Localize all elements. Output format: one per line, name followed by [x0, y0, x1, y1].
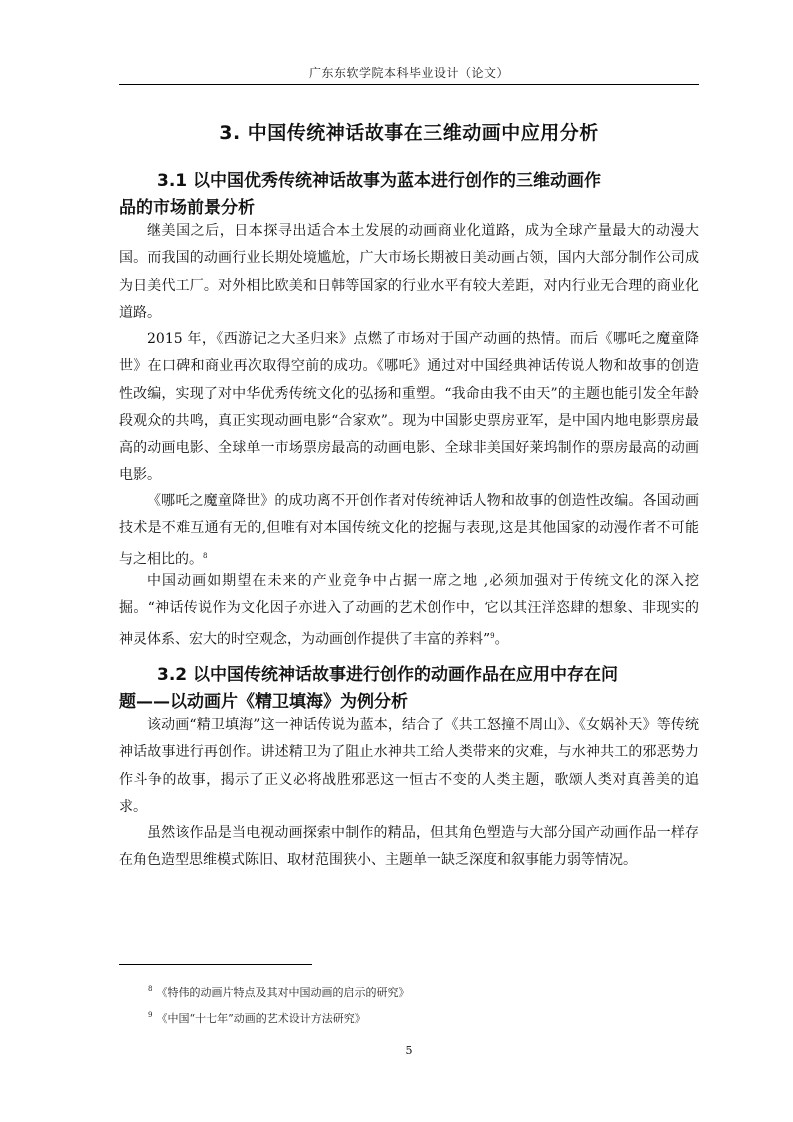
- footnote-mark: 9: [148, 1011, 153, 1020]
- section-title-line: 3.1 以中国优秀传统神话故事为蓝本进行创作的三维动画作: [157, 171, 602, 191]
- page-number: 5: [405, 1044, 413, 1057]
- paragraph-text: 《哪吒之魔童降世》的成功离不开创作者对传统神话人物和故事的创造性改编。各国动画技术是不难互通有无的,但唯有对本国传统文化的挖掘与表现,这是其他国家的动漫作者不可能与之相比的。: [119, 493, 699, 568]
- footnote-ref: 9: [490, 631, 495, 640]
- footnote: [148, 984, 409, 1000]
- paragraph: 继美国之后，日本探寻出适合本土发展的动画商业化道路，成为全球产量最大的动漫大国。而我国的动画行业长期处境尴尬，广大市场长期被日美动画占领，国内大部分制作公司成为日美代工厂。对外相比欧美和日韩等国家的行业水平有较大差距，对内行业无合理的商业化道路。: [119, 223, 699, 321]
- section-title-line: 品的市场前景分析: [119, 198, 255, 218]
- section-title-line: 题——以动画片《精卫填海》为例分析: [119, 692, 408, 712]
- paragraph: [119, 488, 699, 574]
- paragraph: 该动画“精卫填海”这一神话传说为蓝本，结合了《共工怒撞不周山》、《女娲补天》等传统神话故事进行再创作。讲述精卫为了阻止水神共工给人类带来的灾难，与水神共工的邪恶势力作斗争的故事，揭示了正义必将战胜邪恶这一恒古不变的人类主题，歌颂人类对真善美的追求。: [119, 717, 699, 815]
- running-header: 广东东软学院本科毕业设计（论文）: [308, 66, 509, 80]
- footnote-text: 《特伟的动画片特点及其对中国动画的启示的研究》: [156, 986, 410, 999]
- paragraph-text: 。: [494, 631, 509, 648]
- footnote: [148, 1010, 366, 1026]
- section-title-3-1: [119, 168, 699, 222]
- footnote-mark: 8: [148, 985, 153, 994]
- paragraph: 2015 年，《西游记之大圣归来》点燃了市场对于国产动画的热情。而后《哪吒之魔童降世》在口碑和商业再次取得空前的成功。《哪吒》通过对中国经典神话传说人物和故事的创造性改编，实现了对中华优秀传统文化的弘扬和重塑。“我命由我不由天”的主题也能引发全年龄段观众的共鸣，真正实现动画电影“合家欢”。现为中国影史票房亚军，是中国内地电影票房最高的动画电影、全球单一市场票房最高的动画电影、全球非美国好莱坞制作的票房最高的动画电影。: [119, 331, 699, 484]
- section-title-line: 3.2 以中国传统神话故事进行创作的动画作品在应用中存在问: [157, 665, 619, 685]
- header-rule: [119, 84, 699, 85]
- footnote-text: 《中国“十七年”动画的艺术设计方法研究》: [156, 1012, 366, 1025]
- paragraph: [119, 568, 699, 654]
- chapter-title: 3. 中国传统神话故事在三维动画中应用分析: [219, 122, 599, 144]
- paragraph-text: 中国动画如期望在未来的产业竞争中占据一席之地 ,必须加强对于传统文化的深入挖掘。“神话传说作为文化因子亦进入了动画的艺术创作中，它以其汪洋恣肆的想象、非现实的神灵体系、宏大的时空观念，为动画创作提供了丰富的养料”: [119, 573, 699, 648]
- section-title-3-2: [119, 662, 699, 716]
- footnote-ref: 8: [203, 551, 208, 560]
- paragraph: 虽然该作品是当电视动画探索中制作的精品，但其角色塑造与大部分国产动画作品一样存在角色造型思维模式陈旧、取材范围狭小、主题单一缺乏深度和叙事能力弱等情况。: [119, 825, 699, 869]
- footnote-rule: [119, 964, 312, 965]
